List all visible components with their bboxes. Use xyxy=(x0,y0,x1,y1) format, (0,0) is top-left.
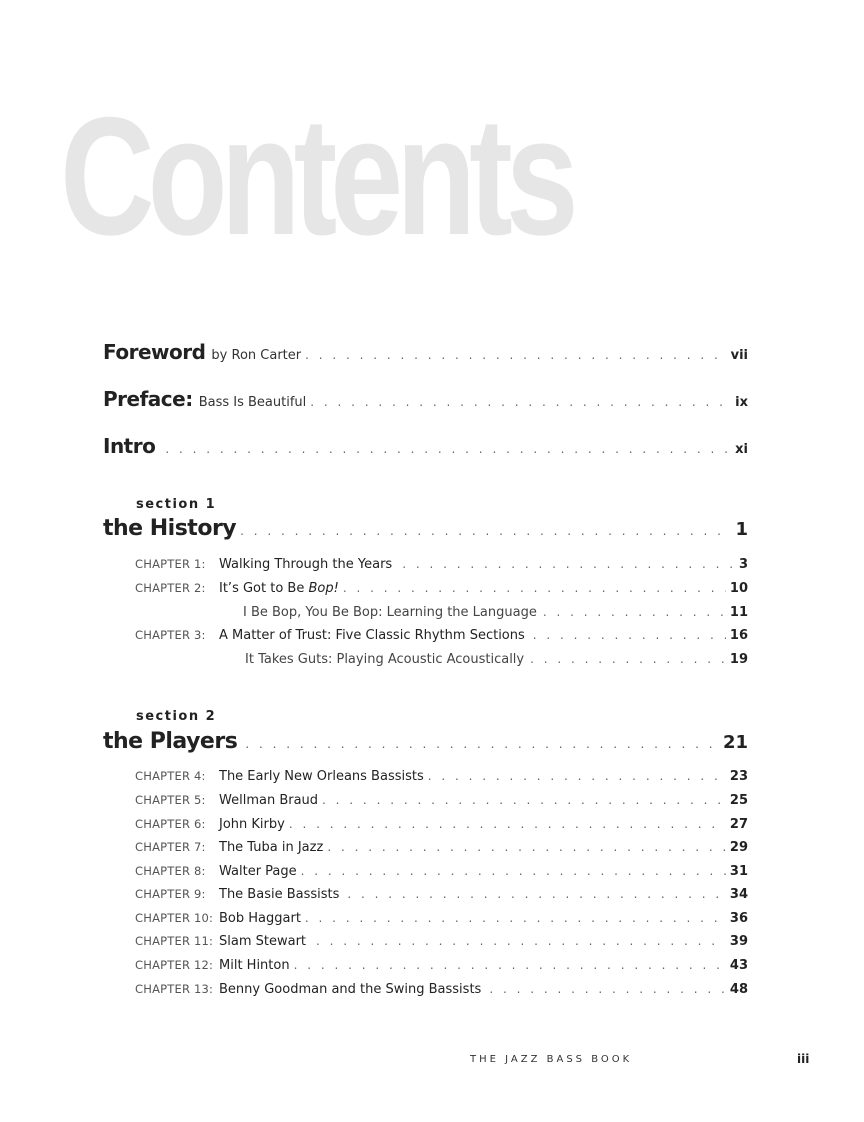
dot-leader xyxy=(316,934,726,948)
chapter-title: The Tuba in Jazz xyxy=(219,840,324,855)
chapter-page: 34 xyxy=(729,887,748,902)
toc-entry-foreword[interactable] xyxy=(103,340,748,364)
chapter-page: 25 xyxy=(729,793,748,808)
dot-leader xyxy=(305,911,726,925)
chapter-title: John Kirby xyxy=(219,817,285,832)
toc-chapter-row[interactable] xyxy=(135,887,748,902)
chapter-label: CHAPTER 3: xyxy=(135,628,206,642)
dot-leader xyxy=(301,864,726,878)
chapter-label: CHAPTER 13: xyxy=(135,982,214,996)
folio-page-number: iii xyxy=(797,1052,810,1066)
chapter-label: CHAPTER 12: xyxy=(135,958,214,972)
chapter-label: CHAPTER 10: xyxy=(135,911,214,925)
section-page: 1 xyxy=(735,519,748,540)
chapter-label: CHAPTER 9: xyxy=(135,887,206,901)
running-footer-title: THE JAZZ BASS BOOK xyxy=(470,1054,633,1065)
dot-leader xyxy=(543,605,726,619)
dot-leader xyxy=(322,793,726,807)
section-heading-history[interactable] xyxy=(103,516,748,541)
dot-leader xyxy=(402,557,735,571)
chapter-label: CHAPTER 5: xyxy=(135,793,206,807)
chapter-label: CHAPTER 6: xyxy=(135,817,206,831)
toc-chapter-row[interactable] xyxy=(135,911,748,926)
toc-entry-page: ix xyxy=(735,395,748,410)
chapter-title: The Basie Bassists xyxy=(219,887,340,902)
chapter-page: 3 xyxy=(738,557,748,572)
chapter-label: CHAPTER 11: xyxy=(135,934,214,948)
toc-chapter-row[interactable] xyxy=(135,934,748,949)
chapter-page: 31 xyxy=(729,864,748,879)
chapter-title: Milt Hinton xyxy=(219,958,290,973)
subentry-title: I Be Bop, You Be Bop: Learning the Language xyxy=(243,605,537,620)
dot-leader xyxy=(530,652,726,666)
chapter-page: 23 xyxy=(729,769,748,784)
dot-leader xyxy=(428,769,726,783)
subentry-page: 11 xyxy=(729,605,748,620)
chapter-title: Walter Page xyxy=(219,864,297,879)
toc-chapter-row[interactable] xyxy=(135,769,748,784)
chapter-page: 29 xyxy=(729,840,748,855)
chapter-title: A Matter of Trust: Five Classic Rhythm Sections xyxy=(219,628,525,643)
section-title: the Players xyxy=(103,729,238,754)
section-label: section 1 xyxy=(136,497,217,512)
dot-leader xyxy=(165,442,731,456)
toc-chapter-row[interactable] xyxy=(135,557,748,572)
dot-leader xyxy=(289,817,726,831)
chapter-label: CHAPTER 4: xyxy=(135,769,206,783)
dot-leader xyxy=(533,628,726,642)
subentry-title: It Takes Guts: Playing Acoustic Acoustically xyxy=(245,652,525,667)
chapter-page: 43 xyxy=(729,958,748,973)
chapter-title-emphasis: Bop! xyxy=(308,581,339,596)
chapter-title: Benny Goodman and the Swing Bassists xyxy=(219,982,482,997)
toc-entry-title: Intro xyxy=(103,434,156,458)
chapter-title: Bob Haggart xyxy=(219,911,301,926)
dot-leader xyxy=(343,581,726,595)
chapter-title: Walking Through the Years xyxy=(219,557,393,572)
toc-chapter-row[interactable] xyxy=(135,793,748,808)
dot-leader xyxy=(240,524,731,538)
toc-subentry-row[interactable] xyxy=(243,605,748,620)
toc-chapter-row[interactable] xyxy=(135,817,748,832)
dot-leader xyxy=(245,737,719,751)
toc-entry-preface[interactable] xyxy=(103,387,748,411)
chapter-title: Wellman Braud xyxy=(219,793,319,808)
contents-heading: Contents xyxy=(60,82,572,270)
chapter-label: CHAPTER 8: xyxy=(135,864,206,878)
toc-chapter-row[interactable] xyxy=(135,628,748,643)
dot-leader xyxy=(305,348,727,362)
dot-leader xyxy=(294,958,726,972)
dot-leader xyxy=(310,395,731,409)
chapter-label: CHAPTER 1: xyxy=(135,557,206,571)
toc-entry-subtitle: Bass Is Beautiful xyxy=(198,395,307,410)
chapter-page: 16 xyxy=(729,628,748,643)
chapter-page: 36 xyxy=(729,911,748,926)
chapter-label: CHAPTER 7: xyxy=(135,840,206,854)
toc-chapter-row[interactable] xyxy=(135,982,748,997)
toc-chapter-row[interactable] xyxy=(135,958,748,973)
chapter-label: CHAPTER 2: xyxy=(135,581,206,595)
toc-entry-title: Foreword xyxy=(103,340,206,364)
subentry-page: 19 xyxy=(729,652,748,667)
section-title: the History xyxy=(103,516,237,541)
chapter-page: 27 xyxy=(729,817,748,832)
toc-chapter-row[interactable] xyxy=(135,864,748,879)
chapter-page: 10 xyxy=(729,581,748,596)
chapter-title: Slam Stewart xyxy=(219,934,307,949)
section-heading-players[interactable] xyxy=(103,729,748,754)
toc-entry-title: Preface: xyxy=(103,387,193,411)
toc-entry-page: xi xyxy=(735,442,748,457)
dot-leader xyxy=(327,840,726,854)
toc-chapter-row[interactable] xyxy=(135,581,748,596)
chapter-page: 48 xyxy=(729,982,748,997)
toc-entry-page: vii xyxy=(730,348,748,363)
section-label: section 2 xyxy=(136,709,217,724)
toc-entry-subtitle: by Ron Carter xyxy=(211,348,302,363)
chapter-title: The Early New Orleans Bassists xyxy=(219,769,424,784)
section-page: 21 xyxy=(722,732,748,753)
dot-leader xyxy=(489,982,726,996)
chapter-title xyxy=(219,581,339,596)
dot-leader xyxy=(347,887,726,901)
chapter-page: 39 xyxy=(729,934,748,949)
toc-subentry-row[interactable] xyxy=(245,652,748,667)
chapter-title-text: It’s Got to Be xyxy=(219,581,309,596)
toc-entry-intro[interactable] xyxy=(103,434,748,458)
toc-chapter-row[interactable] xyxy=(135,840,748,855)
